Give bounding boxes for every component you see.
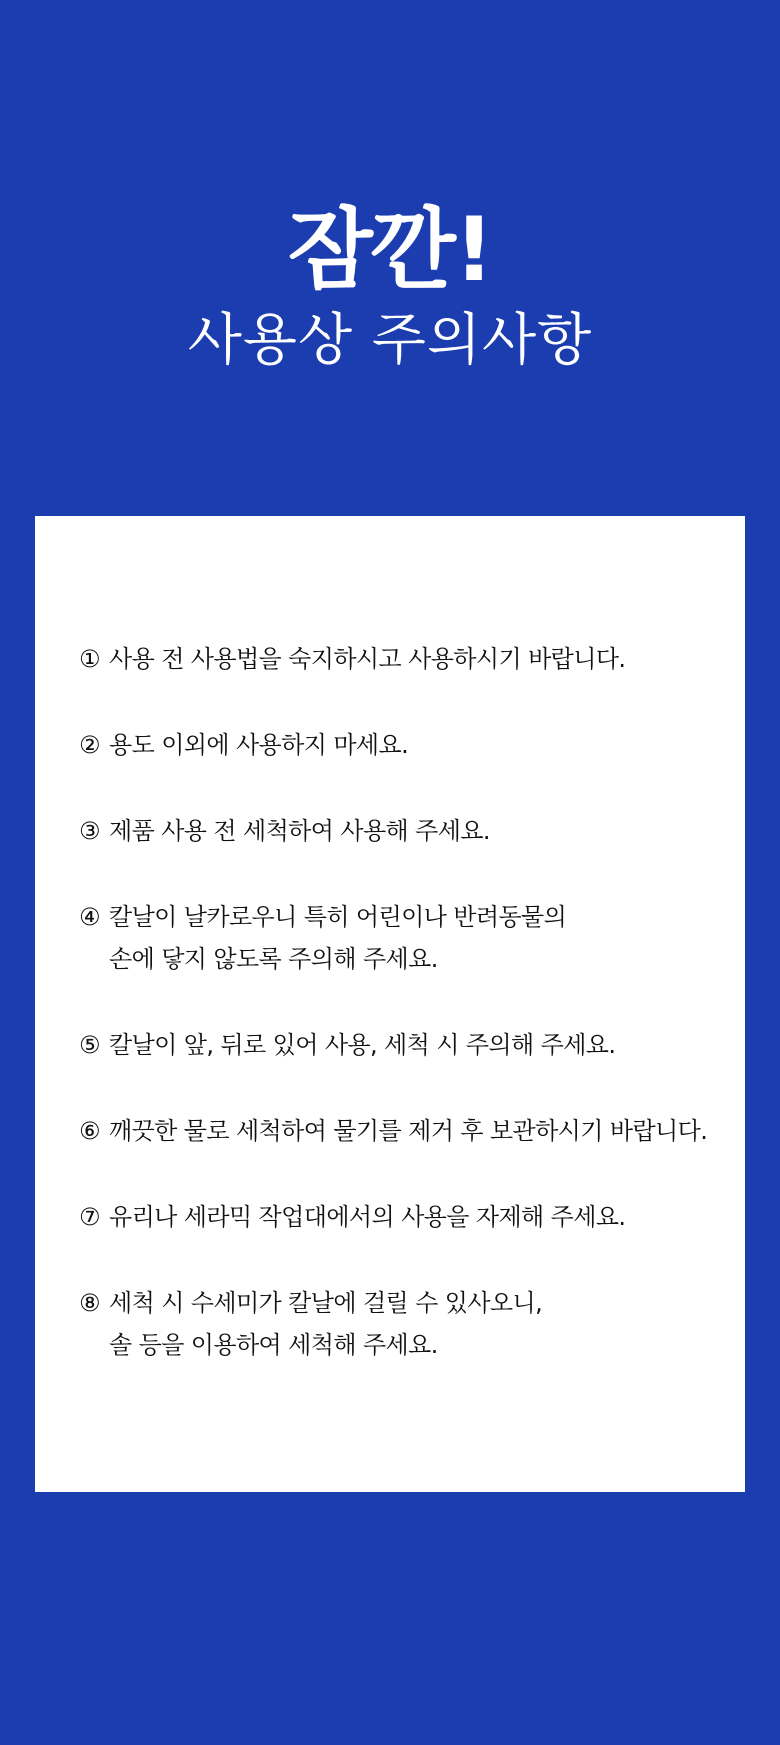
notice-text: 깨끗한 물로 세척하여 물기를 제거 후 보관하시기 바랍니다. [109, 1117, 708, 1145]
notice-text-continued: 솔 등을 이용하여 세척해 주세요. [109, 1331, 438, 1359]
notice-item-8 [79, 1282, 745, 1366]
page-title: 잠깐! [287, 198, 493, 301]
notice-text: 제품 사용 전 세척하여 사용해 주세요. [109, 817, 490, 845]
page-subtitle: 사용상 주의사항 [187, 308, 593, 373]
notice-card [35, 516, 745, 1492]
notice-item-4 [79, 896, 745, 980]
notice-number: ⑥ [79, 1117, 100, 1145]
notice-number: ④ [79, 903, 100, 931]
notice-item-3 [79, 810, 745, 852]
notice-number: ⑦ [79, 1203, 100, 1231]
notice-text: 칼날이 날카로우니 특히 어린이나 반려동물의 [109, 903, 567, 931]
notice-text: 칼날이 앞, 뒤로 있어 사용, 세척 시 주의해 주세요. [109, 1031, 616, 1059]
notice-number: ⑧ [79, 1289, 100, 1317]
header [0, 200, 780, 376]
notice-number: ① [79, 645, 100, 673]
notice-item-6 [79, 1110, 745, 1152]
notice-text: 사용 전 사용법을 숙지하시고 사용하시기 바랍니다. [109, 645, 626, 673]
notice-text-continued: 손에 닿지 않도록 주의해 주세요. [109, 945, 438, 973]
notice-text: 용도 이외에 사용하지 마세요. [109, 731, 409, 759]
notice-item-2 [79, 724, 745, 766]
notice-item-5 [79, 1024, 745, 1066]
notice-item-1 [79, 638, 745, 680]
notice-item-7 [79, 1196, 745, 1238]
notice-text: 세척 시 수세미가 칼날에 걸릴 수 있사오니, [109, 1289, 543, 1317]
notice-number: ② [79, 731, 100, 759]
notice-number: ③ [79, 817, 100, 845]
notice-number: ⑤ [79, 1031, 100, 1059]
notice-text: 유리나 세라믹 작업대에서의 사용을 자제해 주세요. [109, 1203, 626, 1231]
